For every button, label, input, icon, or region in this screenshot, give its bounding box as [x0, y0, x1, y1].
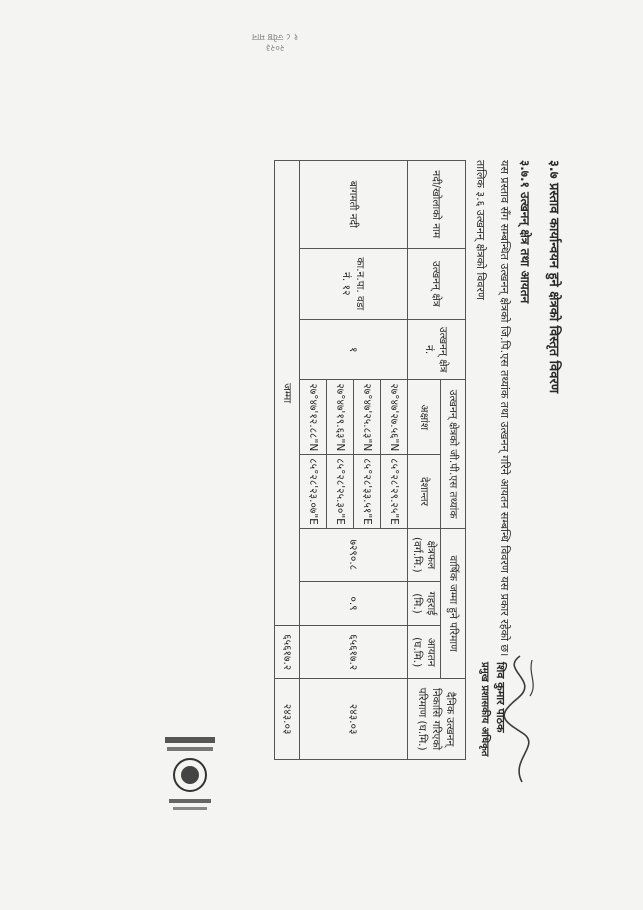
- excavation-table: [274, 160, 466, 760]
- cell-longitude: ८५°२८'३३.५१"E: [354, 455, 381, 529]
- header-gps-group: उत्खनन् क्षेत्रको जी.पी.एस तथ्यांक: [441, 380, 466, 528]
- header-river-name: नदी/खोलाको नाम: [408, 161, 466, 249]
- cell-daily: २४३.०३: [300, 679, 408, 760]
- cell-longitude: ८५°२८'२९.२५"E: [381, 455, 408, 529]
- signature: [480, 650, 560, 790]
- cell-longitude: ८५°२८'२५.३०"E: [327, 455, 354, 529]
- paragraph: यस प्रस्ताव सँग सम्बन्धित उत्खनन् क्षेत्रको जि.पि.एस तथ्यांक तथा उत्खनन् गरिने आयतन सम्बन्धि विवरण यस प्रकार रहेको छ।: [498, 160, 511, 657]
- header-longitude: देशान्तर: [408, 455, 441, 529]
- cell-area-sqm: ७२९०.८: [300, 528, 408, 581]
- corner-note-line: २०२३: [265, 42, 285, 52]
- cell-latitude: २७°४७'१२.८८"N: [300, 380, 327, 455]
- cell-latitude: २७°४७'१९.६३"N: [327, 380, 354, 455]
- total-volume: ६५६१७.२: [275, 626, 300, 679]
- cell-area-no: १: [300, 320, 408, 380]
- total-daily: २४३.०३: [275, 679, 300, 760]
- header-area: उत्खनन् क्षेत्र: [408, 248, 466, 319]
- cell-latitude: २७°४७'२५.८३"N: [354, 380, 381, 455]
- table-row: [381, 161, 408, 760]
- corner-note-line: १ ८ ज्येष्ठ मान: [252, 31, 299, 41]
- header-annual-group: वार्षिक जम्मा हुने परिमाण: [441, 528, 466, 678]
- subsection-title: ३.७.१ उत्खनन् क्षेत्र तथा आयतन: [518, 160, 532, 304]
- header-depth: गहराई (मि.): [408, 581, 441, 625]
- section-title: ३.७ प्रस्ताव कार्यान्वयन हुने क्षेत्रको विस्तृत विवरण: [546, 160, 561, 394]
- total-label: जम्मा: [275, 161, 300, 626]
- header-latitude: अक्षांश: [408, 380, 441, 455]
- cell-river-name: बागमती नदी: [300, 161, 408, 249]
- header-volume: आयतन (घ.मि.): [408, 626, 441, 679]
- header-daily: दैनिक उत्खनन् निकासि गरिएको परिमाण (घ.मि.): [408, 679, 466, 760]
- table-caption: तालिक ३.६ उत्खनन् क्षेत्रको विवरण: [474, 160, 487, 300]
- cell-volume: ६५६१७.२: [300, 626, 408, 679]
- header-area-sqm: क्षेत्रफल (वर्ग.मि.): [408, 528, 441, 581]
- official-seal: [140, 730, 240, 820]
- corner-note: [252, 30, 298, 52]
- cell-latitude: २७°४७'२७.५६"N: [381, 380, 408, 455]
- cell-longitude: ८५°२८'२३.०७"E: [300, 455, 327, 529]
- cell-depth: ०.९: [300, 581, 408, 625]
- seal-stamp-icon: [140, 730, 240, 820]
- cell-area: का.न.पा. वडा नं. १२: [300, 248, 408, 319]
- total-row: [275, 161, 300, 760]
- header-area-no: उत्खनन् क्षेत्र नं.: [408, 320, 466, 380]
- signature-title: प्रमुख प्रशासकीय अधिकृत: [479, 662, 490, 757]
- signature-name: शिव कुमार पाठक: [494, 662, 507, 733]
